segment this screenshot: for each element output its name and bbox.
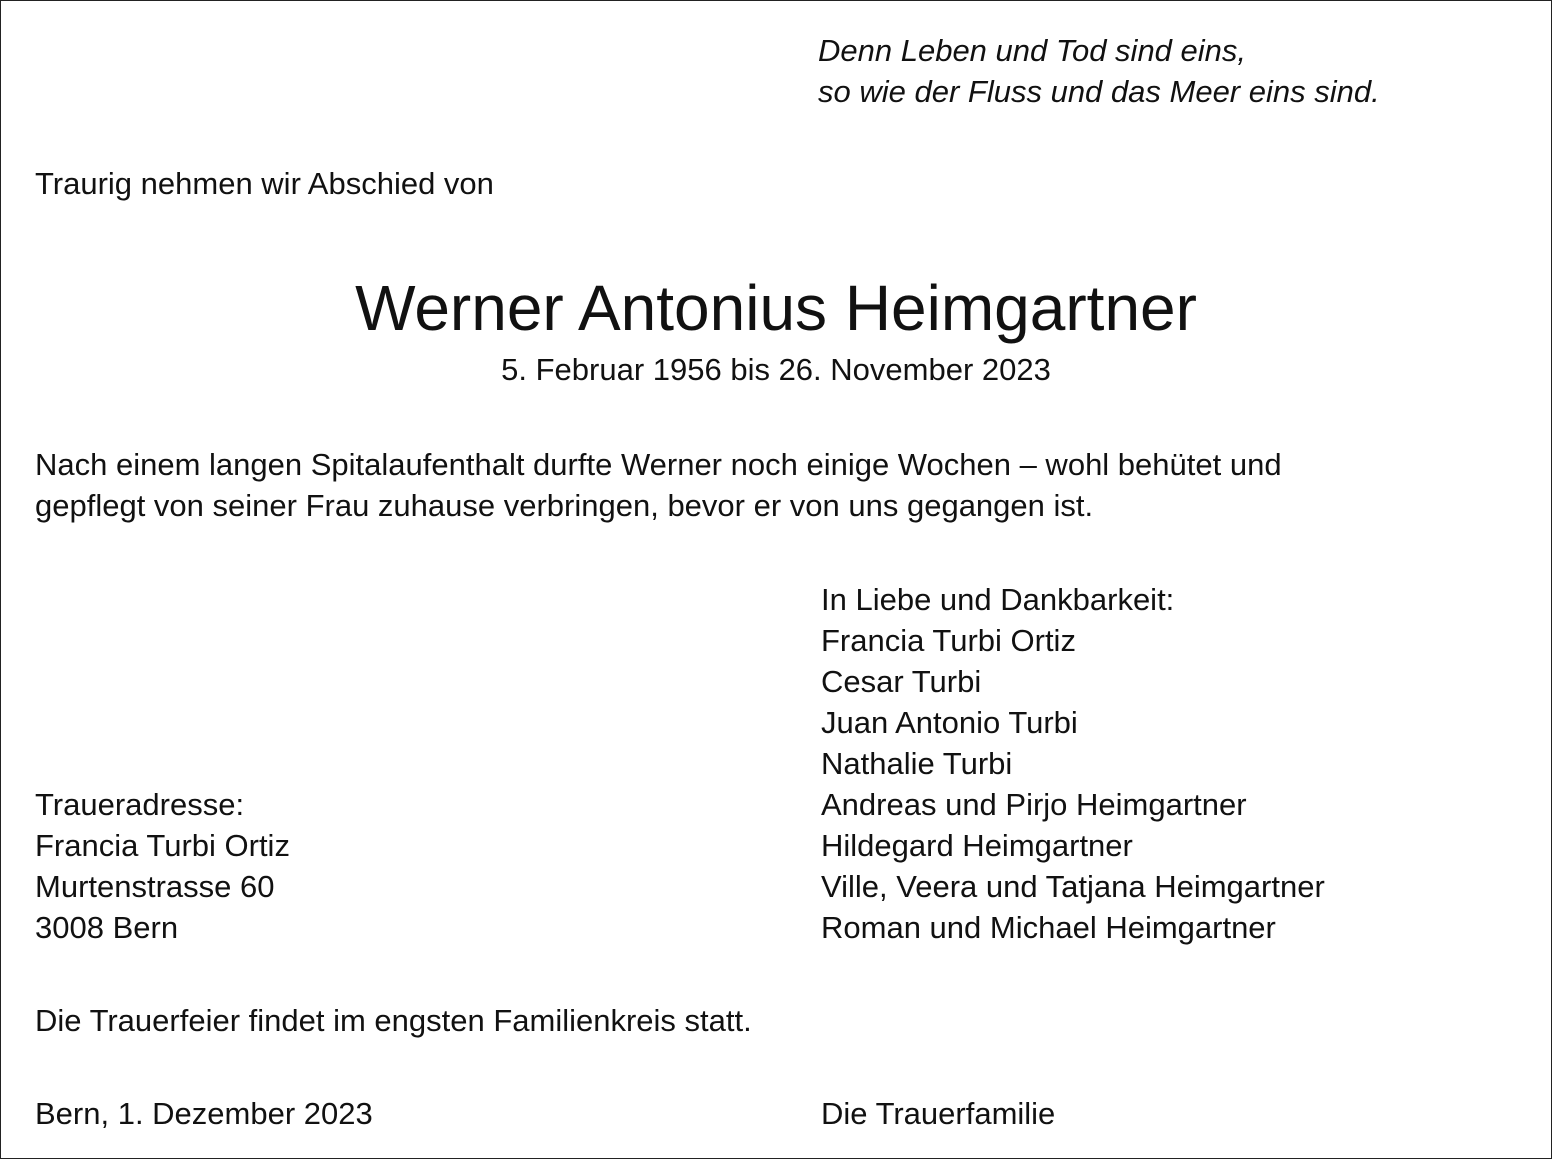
motto-line: so wie der Fluss und das Meer eins sind. [818, 74, 1380, 109]
deceased-name: Werner Antonius Heimgartner [355, 272, 1197, 344]
ceremony-note: Die Trauerfeier findet im engsten Familienkreis statt. [35, 1003, 752, 1038]
mourner-name: Ville, Veera und Tatjana Heimgartner [821, 869, 1325, 904]
mourner-name: Nathalie Turbi [821, 746, 1013, 781]
mourner-name: Francia Turbi Ortiz [821, 623, 1076, 658]
mourner-name: Hildegard Heimgartner [821, 828, 1133, 863]
body-paragraph [35, 444, 1282, 526]
motto-line: Denn Leben und Tod sind eins, [818, 33, 1247, 68]
mourning-address [35, 784, 290, 948]
intro-text: Traurig nehmen wir Abschied von [35, 166, 494, 201]
mourner-name: Juan Antonio Turbi [821, 705, 1078, 740]
mourner-name: Roman und Michael Heimgartner [821, 910, 1276, 945]
place-date: Bern, 1. Dezember 2023 [35, 1096, 373, 1131]
address-name: Francia Turbi Ortiz [35, 828, 290, 863]
mourners-heading: In Liebe und Dankbarkeit: [821, 582, 1175, 617]
body-line: gepflegt von seiner Frau zuhause verbringen, bevor er von uns gegangen ist. [35, 488, 1094, 523]
motto-quote [818, 30, 1380, 112]
address-street: Murtenstrasse 60 [35, 869, 275, 904]
mourners-list [821, 579, 1325, 948]
mourner-name: Cesar Turbi [821, 664, 982, 699]
body-line: Nach einem langen Spitalaufenthalt durfte Werner noch einige Wochen – wohl behütet und [35, 447, 1282, 482]
address-city: 3008 Bern [35, 910, 179, 945]
address-heading: Traueradresse: [35, 787, 245, 822]
mourner-name: Andreas und Pirjo Heimgartner [821, 787, 1247, 822]
life-dates: 5. Februar 1956 bis 26. November 2023 [501, 352, 1051, 387]
signature: Die Trauerfamilie [821, 1096, 1056, 1131]
